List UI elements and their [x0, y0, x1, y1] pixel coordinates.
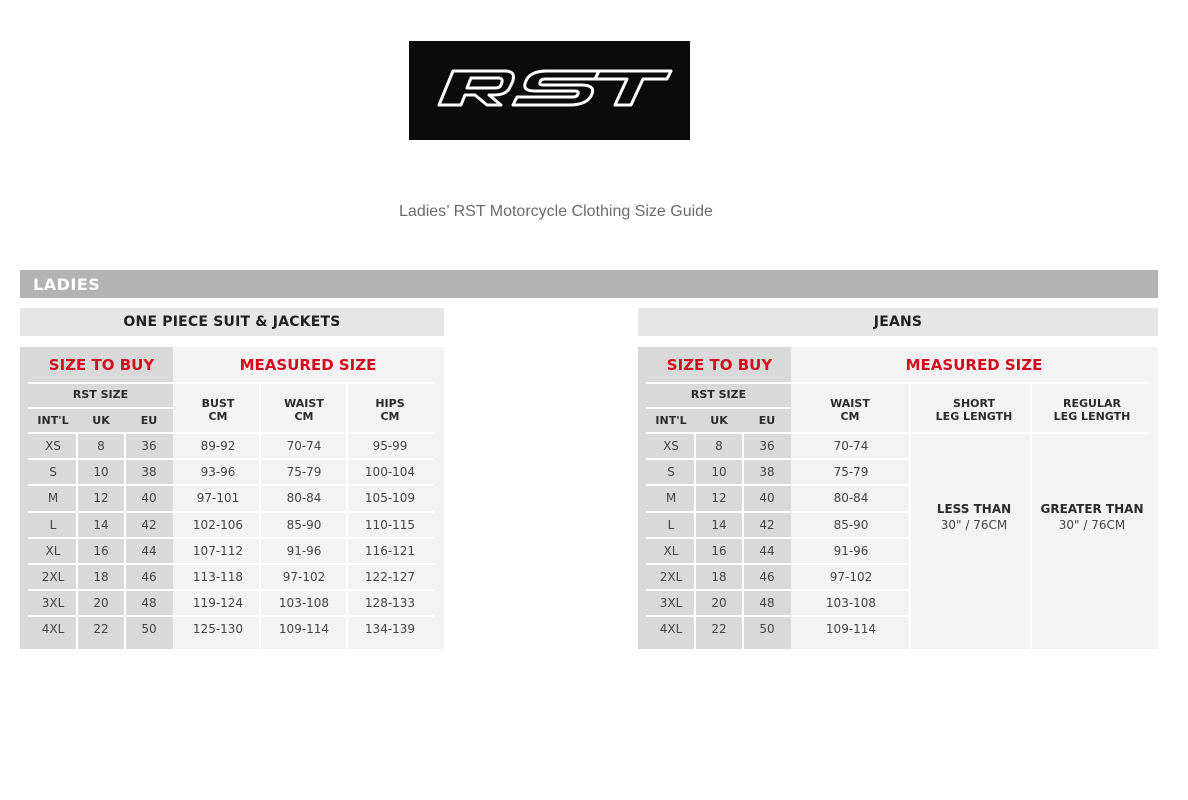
- regular-leg-value-title: GREATER THAN: [1040, 502, 1144, 516]
- table-cell: 48: [759, 596, 775, 611]
- row-divider: [28, 563, 434, 565]
- table-cell: XL: [45, 543, 61, 558]
- table-cell: 4XL: [659, 622, 683, 637]
- table-cell: 89-92: [200, 439, 236, 453]
- table-cell: 97-102: [829, 570, 873, 584]
- measured-size-heading: MEASURED SIZE: [239, 356, 377, 374]
- row-divider: [646, 615, 910, 617]
- table-cell: 93-96: [200, 465, 236, 480]
- table-cell: 20: [711, 596, 727, 611]
- col-waist: [264, 397, 344, 423]
- divider: [28, 407, 173, 409]
- col-bust-unit: CM: [208, 410, 228, 423]
- col-short-leg-line1: SHORT: [953, 397, 995, 410]
- table-cell: 20: [93, 596, 109, 611]
- table-cell: 2XL: [659, 570, 683, 584]
- size-to-buy-heading: SIZE TO BUY: [666, 356, 773, 374]
- table-cell: 10: [93, 465, 109, 480]
- table-cell: 119-124: [192, 596, 244, 611]
- regular-leg-value: [1032, 502, 1152, 532]
- col-waist: [810, 397, 890, 423]
- section-header: [20, 270, 1158, 298]
- table-cell: 8: [715, 439, 723, 453]
- table-cell: 85-90: [833, 517, 869, 532]
- table-cell: 75-79: [286, 465, 322, 480]
- row-divider: [28, 432, 434, 434]
- table-cell: L: [667, 517, 675, 532]
- measured-size-heading: MEASURED SIZE: [905, 356, 1043, 374]
- table-cell: XL: [663, 543, 679, 558]
- table-cell: 18: [93, 570, 109, 584]
- col-divider: [909, 382, 911, 649]
- table-cell: 14: [711, 517, 727, 532]
- row-divider: [28, 484, 434, 486]
- divider: [646, 382, 1150, 384]
- page-subtitle: Ladies’ RST Motorcycle Clothing Size Guide: [399, 203, 713, 220]
- table-cell: 109-114: [278, 622, 330, 637]
- table-cell: 14: [93, 517, 109, 532]
- col-eu: EU: [140, 414, 158, 427]
- table-cell: 80-84: [833, 491, 869, 506]
- table-cell: 97-101: [196, 491, 240, 506]
- table-cell: 18: [711, 570, 727, 584]
- left-table-title: ONE PIECE SUIT & JACKETS: [20, 308, 444, 336]
- table-cell: 12: [711, 491, 727, 506]
- table-cell: 105-109: [364, 491, 416, 506]
- col-short-leg: [914, 397, 1034, 423]
- table-cell: 100-104: [364, 465, 416, 480]
- col-uk: UK: [92, 414, 110, 427]
- row-divider: [28, 537, 434, 539]
- table-cell: 36: [759, 439, 775, 453]
- table-cell: 85-90: [286, 517, 322, 532]
- row-divider: [646, 537, 910, 539]
- col-divider: [259, 382, 261, 649]
- table-cell: 10: [711, 465, 727, 480]
- rst-logo: [409, 41, 690, 140]
- short-leg-value-text: 30" / 76CM: [940, 518, 1008, 532]
- right-size-table: [638, 347, 1158, 649]
- right-table-title: JEANS: [638, 308, 1158, 336]
- table-cell: 75-79: [833, 465, 869, 480]
- col-short-leg-line2: LEG LENGTH: [935, 410, 1013, 423]
- table-cell: S: [667, 465, 675, 480]
- table-cell: 48: [141, 596, 157, 611]
- row-divider: [646, 484, 910, 486]
- table-cell: 44: [759, 543, 775, 558]
- table-cell: 36: [141, 439, 157, 453]
- section-label: LADIES: [33, 275, 101, 294]
- row-divider: [28, 589, 434, 591]
- table-cell: M: [665, 491, 677, 506]
- col-hips: [350, 397, 430, 423]
- table-cell: 40: [759, 491, 775, 506]
- row-divider: [28, 615, 434, 617]
- short-leg-value: [914, 502, 1034, 532]
- table-cell: XS: [663, 439, 679, 453]
- col-bust-name: BUST: [201, 397, 235, 410]
- table-cell: 128-133: [364, 596, 416, 611]
- table-cell: M: [47, 491, 59, 506]
- table-cell: 4XL: [41, 622, 65, 637]
- table-cell: 102-106: [192, 517, 244, 532]
- table-cell: 113-118: [192, 570, 244, 584]
- left-size-table: [20, 347, 444, 649]
- short-leg-value-title: LESS THAN: [936, 502, 1012, 516]
- table-cell: 12: [93, 491, 109, 506]
- rst-size-header: RST SIZE: [690, 388, 747, 401]
- table-cell: 91-96: [286, 543, 322, 558]
- table-cell: 40: [141, 491, 157, 506]
- table-cell: 122-127: [364, 570, 416, 584]
- table-cell: 116-121: [364, 543, 416, 558]
- col-waist-unit: CM: [294, 410, 314, 423]
- table-cell: 125-130: [192, 622, 244, 637]
- table-cell: 2XL: [41, 570, 65, 584]
- col-bust: [178, 397, 258, 423]
- col-regular-leg-line2: LEG LENGTH: [1053, 410, 1131, 423]
- table-cell: 134-139: [364, 622, 416, 637]
- table-cell: 22: [93, 622, 109, 637]
- table-cell: 91-96: [833, 543, 869, 558]
- table-cell: 42: [759, 517, 775, 532]
- divider: [28, 382, 434, 384]
- table-cell: 46: [759, 570, 775, 584]
- table-cell: 3XL: [41, 596, 65, 611]
- col-waist-name: WAIST: [830, 397, 870, 410]
- col-divider: [346, 382, 348, 649]
- table-cell: 80-84: [286, 491, 322, 506]
- table-cell: 107-112: [192, 543, 244, 558]
- table-cell: 16: [93, 543, 109, 558]
- row-divider: [646, 458, 910, 460]
- col-eu: EU: [758, 414, 776, 427]
- col-waist-name: WAIST: [284, 397, 324, 410]
- table-cell: 109-114: [825, 622, 877, 637]
- col-hips-name: HIPS: [375, 397, 405, 410]
- table-cell: 42: [141, 517, 157, 532]
- regular-leg-value-text: 30" / 76CM: [1058, 518, 1126, 532]
- row-divider: [28, 511, 434, 513]
- table-cell: 50: [759, 622, 775, 637]
- table-cell: 110-115: [364, 517, 416, 532]
- col-regular-leg-line1: REGULAR: [1063, 397, 1121, 410]
- col-uk: UK: [710, 414, 728, 427]
- table-cell: 97-102: [282, 570, 326, 584]
- col-regular-leg: [1032, 397, 1152, 423]
- row-divider: [646, 589, 910, 591]
- rst-size-header: RST SIZE: [72, 388, 129, 401]
- table-cell: 16: [711, 543, 727, 558]
- col-waist-unit: CM: [840, 410, 860, 423]
- table-cell: 95-99: [372, 439, 408, 453]
- table-cell: L: [49, 517, 57, 532]
- table-cell: 44: [141, 543, 157, 558]
- row-divider: [646, 563, 910, 565]
- table-cell: 38: [141, 465, 157, 480]
- table-cell: 50: [141, 622, 157, 637]
- table-cell: 70-74: [286, 439, 322, 453]
- table-cell: XS: [45, 439, 61, 453]
- table-cell: 103-108: [825, 596, 877, 611]
- table-cell: 46: [141, 570, 157, 584]
- size-to-buy-heading: SIZE TO BUY: [48, 356, 155, 374]
- divider: [646, 407, 791, 409]
- table-cell: 22: [711, 622, 727, 637]
- table-cell: 3XL: [659, 596, 683, 611]
- col-hips-unit: CM: [380, 410, 400, 423]
- row-divider: [28, 458, 434, 460]
- table-cell: 70-74: [833, 439, 869, 453]
- table-cell: 8: [97, 439, 105, 453]
- table-cell: 38: [759, 465, 775, 480]
- col-intl: INT'L: [37, 414, 69, 427]
- table-cell: S: [49, 465, 57, 480]
- row-divider: [646, 432, 1150, 434]
- row-divider: [646, 511, 910, 513]
- col-intl: INT'L: [655, 414, 687, 427]
- table-cell: 103-108: [278, 596, 330, 611]
